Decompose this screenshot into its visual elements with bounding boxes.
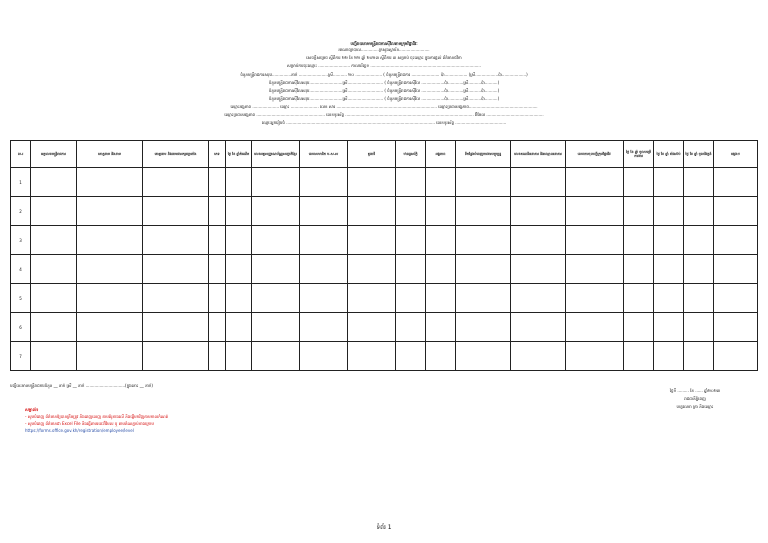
table-cell [143,168,209,197]
table-cell [566,284,624,313]
column-header: ថ្ងៃ ខែ ឆ្នាំ ចូលបម្រើការងារ [624,141,654,168]
table-cell [624,255,654,284]
table-cell [426,255,456,284]
table-cell [684,255,714,284]
table-cell [31,255,77,284]
column-header: គោត្តនាម និងនាមជាអក្សរឡាតាំង [143,141,209,168]
table-cell [348,197,396,226]
table-cell [654,197,684,226]
table-cell [31,226,77,255]
table-cell [252,226,300,255]
table-cell [348,168,396,197]
table-row [11,168,758,197]
table-cell [654,255,684,284]
table-cell [226,226,252,255]
signature-place: រាជធានីភ្នំពេញ [684,396,706,401]
table-cell [396,197,426,226]
table-row [11,313,758,342]
header-line-11: ឈ្មោះអ្នករៀបចំ ..................................................................................................................... លេខទូរស័ព្ទ ........................................ [261,120,507,125]
table-cell [209,313,226,342]
table-cell [624,197,654,226]
table-cell [226,342,252,371]
table-cell [566,197,624,226]
table-row [11,197,758,226]
registration-link[interactable]: https://forms.office.gov.kh/registration/employee/level [25,428,134,433]
column-header: ល.រ [11,141,31,168]
table-cell [396,342,426,371]
table-cell [143,255,209,284]
table-cell [143,342,209,371]
table-cell [654,313,684,342]
table-cell [511,255,566,284]
table-cell [684,313,714,342]
header-line-8: ចំនួនមន្ត្រីរាជការស៊ីវិលសរុប..........................ស្រី............................ ( ចំនួនមន្ត្រីរាជការស៊ីវិល ..................ប៉ា............ស្រី..........ប៉ា..........) [268,96,500,101]
note-line-1: - សូមបំពេញ ព័ត៌មានឱ្យបានត្រឹមត្រូវ និងពេញលេញ តាមគំរូខាងលើ និងផ្ញើមកវិញតាមកាលកំណត់ [25,414,169,419]
table-cell [209,168,226,197]
table-row [11,284,758,313]
table-cell [511,342,566,371]
table-cell [684,226,714,255]
table-cell [396,284,426,313]
table-cell [624,226,654,255]
signature-date: ថ្ងៃទី ......... ខែ ...... ឆ្នាំ២០២៣ [669,388,721,393]
table-cell [348,342,396,371]
column-header: ឋានន្តរស័ក្តិ [396,141,426,168]
table-cell [456,168,511,197]
table-cell [31,313,77,342]
table-cell [77,197,143,226]
table-cell [300,342,348,371]
column-header: ថ្ងៃ ខែ ឆ្នាំ តាំងស៊ប់ [654,141,684,168]
signature-label: ហត្ថលេខា ត្រា និងឈ្មោះ [676,404,714,409]
column-header: ថ្ងៃ ខែ ឆ្នាំ ចូលនិវត្តន៍ [684,141,714,168]
table-cell [684,342,714,371]
table-cell [624,284,654,313]
table-row [11,255,758,284]
table-cell [77,284,143,313]
table-cell [252,284,300,313]
table-cell [31,284,77,313]
table-cell [654,168,684,197]
header-line-10: ឈ្មោះប្រធានអង្គភាព ...................................................... លេខទូរស័ព្ទ ..................................................................................................... អ៊ីមែល ............................................. [224,112,544,117]
table-cell [300,313,348,342]
row-number: 6 [11,313,31,342]
table-cell [426,226,456,255]
table-cell [348,226,396,255]
note-line-2: - សូមបំពេញ ព័ត៌មានជា Excel File និងផ្ញើតាមរយៈអ៊ីមែល ឬ តាមតំណភ្ជាប់ខាងក្រោម [25,421,154,426]
table-cell [684,284,714,313]
table-cell [226,197,252,226]
column-header: ថ្ងៃ ខែ ឆ្នាំកំណើត [226,141,252,168]
table-cell [566,168,624,197]
row-number: 2 [11,197,31,226]
row-number: 5 [11,284,31,313]
table-cell [252,197,300,226]
column-header: លេខសមាជិក ប.ស.ស [300,141,348,168]
table-header-row [11,141,758,168]
table-cell [714,226,758,255]
table-cell [300,168,348,197]
row-number: 7 [11,342,31,371]
table-cell [456,342,511,371]
table-cell [143,197,209,226]
table-cell [252,342,300,371]
table-cell [624,168,654,197]
table-cell [396,226,426,255]
table-cell [714,168,758,197]
table-cell [396,255,426,284]
table-cell [684,197,714,226]
column-header: តួនាទី [348,141,396,168]
table-cell [226,313,252,342]
table-cell [209,284,226,313]
table-cell [566,342,624,371]
table-cell [226,284,252,313]
table-cell [77,342,143,371]
column-header: គោត្តនាម និងនាម [77,141,143,168]
header-line-5: ចំនួនមន្ត្រីរាជការសរុប...............នាក់ .......................ស្រី........... ២០ ..................... ( ចំនួនមន្ត្រីរាជការ ...................... ប៉ា.................. (ស្រី..................ប៉ា...................) [240,72,528,77]
table-cell [300,255,348,284]
table-cell [456,255,511,284]
table-cell [143,284,209,313]
table-cell [209,255,226,284]
table-cell [456,313,511,342]
table-cell [31,168,77,197]
table-cell [714,284,758,313]
table-cell [654,342,684,371]
table-cell [714,342,758,371]
table-cell [143,313,209,342]
column-header: លេខការចុះបញ្ជីក្រុមវិជ្ជាជីវៈ [566,141,624,168]
table-cell [31,342,77,371]
table-cell [209,342,226,371]
table-cell [426,168,456,197]
table-cell [77,168,143,197]
table-cell [511,313,566,342]
row-number: 4 [11,255,31,284]
table-cell [426,342,456,371]
table-cell [300,284,348,313]
table-cell [566,255,624,284]
document-title: បញ្ជីរាយនាមមន្ត្រីរាជការស៊ីវិលតាមក្រុមវិជ្ជាជីវៈ [350,41,418,46]
table-cell [396,313,426,342]
header-line-9: ឈ្មោះអង្គភាព ..................... ឈ្មោះ ...................... លេខ សារ ............................................................................... ឈ្មោះប្រធានអង្គភាព...................................................... [230,104,538,109]
table-cell [426,313,456,342]
table-cell [511,226,566,255]
staff-table [10,140,758,371]
table-cell [252,255,300,284]
table-cell [252,313,300,342]
table-cell [511,197,566,226]
table-cell [654,284,684,313]
header-line-4: សម្រាប់ការចុះឈ្មោះ ......................... កាលបរិច្ឆេទ ....................................................................................... [287,63,481,68]
header-line-7: ចំនួនមន្ត្រីរាជការស៊ីវិលសរុប..........................ស្រី............................ ( ចំនួនមន្ត្រីរាជការស៊ីវិល ..................ប៉ា............ស្រី..........ប៉ា..........) [268,88,500,93]
table-cell [226,255,252,284]
page-number: ទំព័រ 1 [376,524,392,531]
footer-count-note: បញ្ជីនេះមានមន្ត្រីរាជការចំនួន __ នាក់ ស្រី __ នាក់ ...............................(ក្នុងនោះ __ នាក់) [10,383,153,388]
table-cell [77,313,143,342]
table-cell [714,197,758,226]
column-header: ផ្សេងៗ [714,141,758,168]
table-cell [566,313,624,342]
table-cell [684,168,714,197]
header-line-2: អាណាព្យាបាល..............ក្រសួងស្ថាប័ន........................ [338,47,430,52]
table-cell [31,197,77,226]
column-header: អត្តលេខមន្ត្រីរាជការ [31,141,77,168]
table-cell [143,226,209,255]
table-cell [348,313,396,342]
table-row [11,342,758,371]
table-cell [252,168,300,197]
table-cell [209,226,226,255]
table-cell [300,226,348,255]
table-cell [714,255,758,284]
table-cell [348,284,396,313]
table-cell [226,168,252,197]
table-cell [348,255,396,284]
table-cell [511,284,566,313]
table-cell [456,226,511,255]
header-line-3: សេចក្តីសម្រេច ស្តីពីការ ២២ ខែ ២២ ឆ្នាំ ២០២៣ ស្តីពីការ ៣ សម្រាប់ ចុះឈ្មោះ ក្នុងការផ្តល់ ព័ត៌មានថវិកា [306,55,462,60]
column-header: ភេទ [209,141,226,168]
table-cell [456,284,511,313]
table-cell [624,313,654,342]
column-header: អង្គភាព [426,141,456,168]
notes-title: សម្គាល់៖ [25,407,39,412]
row-number: 1 [11,168,31,197]
table-row [11,226,758,255]
table-cell [426,284,456,313]
row-number: 3 [11,226,31,255]
header-line-6: ចំនួនមន្ត្រីរាជការស៊ីវិលសរុប..........................ស្រី............................ ( ចំនួនមន្ត្រីរាជការស៊ីវិល ..................ប៉ា............ស្រី..........ប៉ា..........) [268,80,500,85]
table-cell [426,197,456,226]
table-cell [654,226,684,255]
table-cell [714,313,758,342]
table-cell [456,197,511,226]
table-cell [209,197,226,226]
table-cell [624,342,654,371]
table-cell [511,168,566,197]
column-header: លេខអត្តសញ្ញាណប័ណ្ណសញ្ជាតិខ្មែរ [252,141,300,168]
column-header: លេខគណនីធនាគារ និងឈ្មោះធនាគារ [511,141,566,168]
column-header: ទីកន្លែងបំពេញការងារបច្ចុប្បន្ន [456,141,511,168]
table-cell [396,168,426,197]
table-cell [300,197,348,226]
table-cell [77,255,143,284]
table-cell [77,226,143,255]
table-cell [566,226,624,255]
